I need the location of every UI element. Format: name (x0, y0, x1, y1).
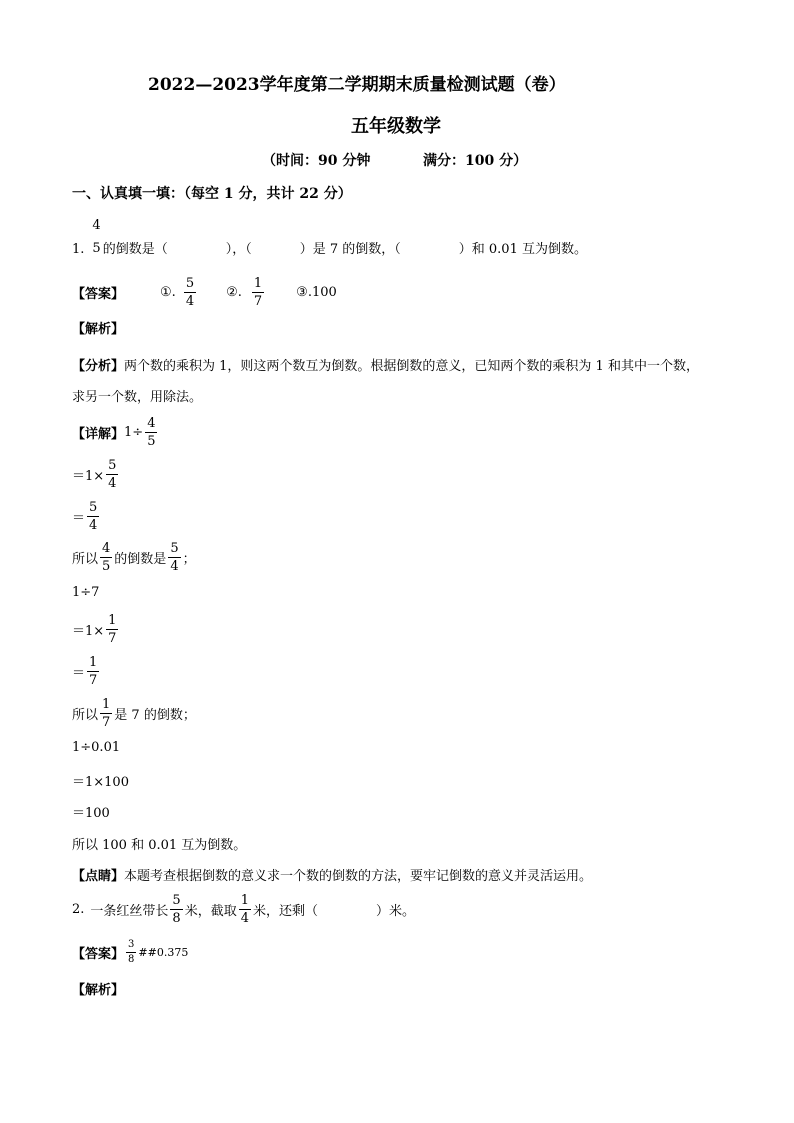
solution-line: 【详解】 1÷ $\frac{4}{5}$ (72, 415, 156, 449)
fraction: $\frac{5}{4}$ (89, 499, 98, 533)
solution-line: ＝ $\frac{5}{4}$ (72, 499, 98, 533)
fraction: $\frac{1}{7}$ (108, 612, 117, 646)
dianjing-paragraph (72, 865, 592, 884)
question-text: 米，截取 (184, 903, 237, 919)
fraction: $\frac{1}{7}$ (102, 696, 111, 730)
fenxi-label: 【分析】 (72, 359, 125, 374)
answer-fraction-1: $\frac{5}{4}$ (185, 275, 195, 309)
solution-line: 所以 $\frac{1}{7}$ 是 7 的倒数； (72, 696, 196, 730)
question-number: 1. (72, 242, 85, 257)
answer-alt: ##0.375 (138, 945, 189, 959)
analysis-paragraph (72, 355, 699, 374)
solution-line: ＝1× $\frac{5}{4}$ (72, 457, 117, 491)
fraction: $\frac{5}{8}$ (172, 892, 181, 926)
dianjing-text: 本题考查根据倒数的意义求一个数的倒数的方法，要牢记倒数的意义并灵活运用。 (124, 869, 593, 884)
answer-2 (72, 936, 188, 968)
fraction: $\frac{5}{4}$ (170, 540, 179, 574)
exam-time: （时间：90 分钟 (262, 153, 371, 169)
solution-line: ＝100 (72, 806, 110, 821)
exam-title: 2022—2023学年度第二学期期末质量检测试题（卷） (148, 75, 566, 95)
question-number: 2. (72, 901, 85, 917)
answer-1 (72, 272, 337, 312)
analysis-label: 【解析】 (72, 322, 125, 337)
question-text: ）和 0.01 互为倒数。 (458, 242, 587, 257)
fraction: $\frac{5}{4}$ (108, 457, 117, 491)
answer-mark-1: ①. (160, 284, 176, 300)
question-2 (72, 889, 415, 929)
question-text: ），（ (225, 242, 252, 257)
question-text: 一条红丝带长 (90, 903, 169, 919)
question-text: 的倒数是（ (102, 242, 168, 257)
dianjing-label: 【点睛】 (72, 869, 125, 884)
question-text: 米，还剩（ (253, 903, 319, 919)
answer-label: 【答案】 (72, 946, 125, 962)
answer-fraction-2: $\frac{1}{7}$ (253, 275, 263, 309)
solution-line: ＝1×100 (72, 775, 129, 790)
fraction: $\frac{1}{7}$ (89, 654, 98, 688)
question-text: ）是 7 的倒数，（ (299, 242, 401, 257)
exam-score: 满分：100 分） (423, 153, 528, 169)
analysis-paragraph-cont: 求另一个数，用除法。 (72, 390, 203, 405)
answer-mark-2: ②. (226, 284, 242, 300)
solution-line: 所以 100 和 0.01 互为倒数。 (72, 838, 247, 853)
answer-fraction: $\frac{3}{8}$ (128, 938, 135, 965)
fraction: $\frac{4}{5}$ (147, 415, 156, 449)
solution-line: 1÷0.01 (72, 740, 121, 755)
answer-mark-3: ③. (296, 284, 312, 300)
solution-line: ＝ $\frac{1}{7}$ (72, 654, 98, 688)
exam-subtitle: 五年级数学 (351, 116, 441, 137)
section-1-title: 一、认真填一填：（每空 1 分，共计 22 分） (72, 186, 352, 202)
answer-label: 【答案】 (72, 286, 125, 302)
solution-line: 所以 $\frac{4}{5}$ 的倒数是 $\frac{5}{4}$ ； (72, 540, 196, 574)
solution-line: 1÷7 (72, 585, 100, 600)
fenxi-text: 两个数的乘积为 1，则这两个数互为倒数。根据倒数的意义，已知两个数的乘积为 1 和其中一个数， (124, 359, 699, 374)
fraction: $\frac{1}{4}$ (240, 892, 249, 926)
fraction: 4 5 (92, 218, 101, 256)
answer-value-3: 100 (311, 284, 337, 300)
xiangjie-label: 【详解】 (72, 426, 125, 442)
analysis-label: 【解析】 (72, 983, 125, 998)
fraction: $\frac{4}{5}$ (102, 540, 111, 574)
question-text: ）米。 (376, 903, 416, 919)
question-1 (72, 215, 587, 259)
solution-line: ＝1× $\frac{1}{7}$ (72, 612, 117, 646)
